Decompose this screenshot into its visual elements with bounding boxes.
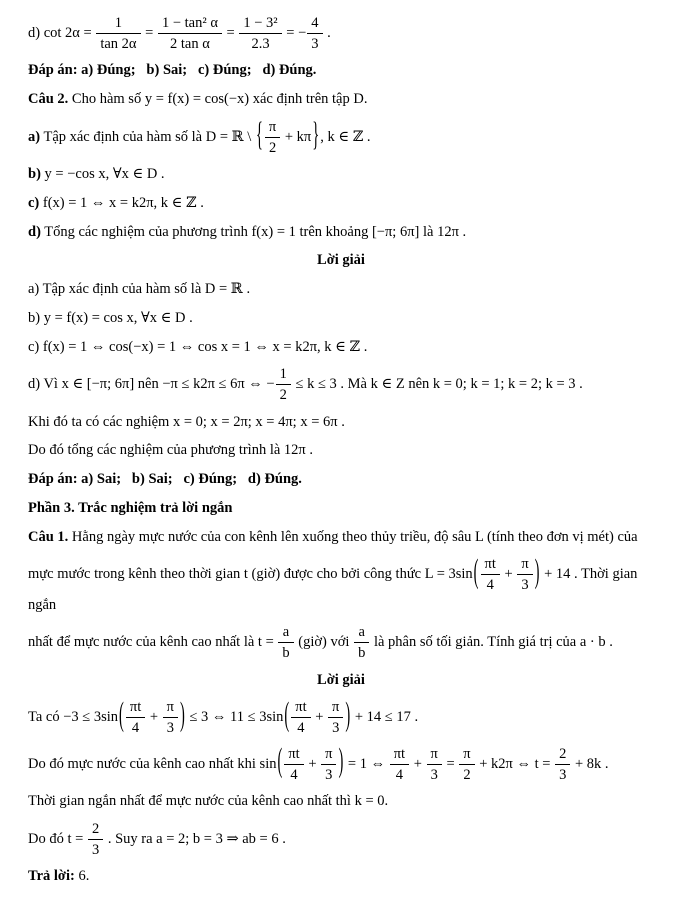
answer-summary-cau-1 [28,60,654,82]
bold-text-run: Lời giải [317,252,365,269]
text-run: là phân số tối giản. Tính giá trị của a · b . [370,634,613,651]
solution-2b [28,308,654,330]
text-run: + [410,755,426,772]
text-run: = [141,24,157,41]
math-fraction [517,555,532,594]
math-fraction [278,623,293,662]
text-run: + 8k . [571,755,609,772]
text-run: f(x) = 1 ⇔ x = k2π, k ∈ ℤ . [39,194,204,211]
big-delimiter: ) [338,743,344,781]
text-run: d) cot 2α = [28,24,96,41]
solution-q1-max-condition [28,745,654,784]
fraction-numerator: πt [291,698,310,718]
text-run: (giờ) với [294,634,354,651]
bold-text-run: Phần 3. Trắc nghiệm trả lời ngắn [28,499,233,516]
solution-2d-roots [28,412,654,434]
fraction-denominator: 4 [297,720,305,737]
bold-text-run: Câu 2. [28,91,69,107]
section-3-heading [28,498,654,520]
fraction-denominator: 3 [91,841,100,858]
text-run: = − [282,24,307,41]
math-fraction [163,698,178,737]
solution-heading-cau-2 [28,250,654,272]
text-run: + [500,566,517,583]
math-fraction [284,745,303,784]
text-run: 6. [74,867,90,884]
text-run: = [222,24,239,41]
big-delimiter: ( [284,697,290,735]
fraction-numerator: π [328,698,343,718]
fraction-denominator: 4 [486,577,494,594]
answer-summary-cau-2 [28,469,654,491]
bold-text-run: Đáp án: a) Sai; b) Sai; c) Đúng; d) Đúng. [28,471,302,487]
big-delimiter: ( [119,697,124,735]
big-delimiter: ) [345,697,351,735]
fraction-denominator: 3 [521,577,529,594]
text-run: . [323,24,331,41]
fraction-denominator: 3 [332,720,340,737]
solution-q1-bounds [28,698,654,737]
math-fraction [265,118,280,157]
solution-2a [28,279,654,301]
bold-text-run: Trả lời: [28,867,75,884]
fraction-denominator: 3 [430,766,438,783]
math-fraction [390,745,409,784]
question-1-line-3 [28,623,654,662]
text-run: Khi đó ta có các nghiệm x = 0; x = 2π; x = 4π; x = 6π . [28,413,345,430]
fraction-denominator: b [282,645,290,662]
text-run: + [311,709,328,726]
math-fraction [291,698,310,737]
text-run: Do đó t = [28,830,87,847]
fraction-numerator: a [278,623,293,643]
bold-text-run: Đáp án: a) Đúng; b) Sai; c) Đúng; d) Đúng. [28,62,317,79]
big-delimiter: { [255,116,263,154]
fraction-numerator: 2 [555,745,570,765]
fraction-denominator: 4 [131,720,140,737]
text-run: . Suy ra a = 2; b = 3 ⇒ ab = 6 . [104,830,286,847]
solution-2c [28,337,654,359]
text-run: Do đó mực nước của kênh cao nhất khi sin [28,755,277,772]
big-delimiter: ) [534,554,540,592]
math-fraction [328,698,343,737]
math-fraction [427,745,442,784]
statement-2d [28,222,654,244]
fraction-numerator: a [354,623,369,643]
bold-text-run: Câu 1. [28,528,69,545]
text-run: + [146,709,162,726]
big-delimiter: ) [180,697,185,735]
text-run: nhất để mực nước của kênh cao nhất là t = [28,634,278,651]
final-answer [28,866,654,888]
math-fraction [126,698,145,737]
statement-2a [28,118,654,157]
big-delimiter: } [312,116,320,154]
fraction-denominator: 4 [290,766,298,783]
fraction-denominator: 2 [279,387,287,404]
big-delimiter: ( [277,743,283,781]
fraction-numerator: 4 [307,14,322,34]
math-fraction [459,745,474,784]
fraction-numerator: πt [126,698,145,718]
fraction-denominator: 2 [268,139,277,156]
fraction-numerator: 1 − tan² α [158,14,222,34]
math-fraction [239,14,281,53]
text-run: Cho hàm số y = f(x) = cos(−x) xác định trên tập D. [68,91,368,107]
math-fraction [321,745,336,784]
text-run: = 1 ⇔ [344,755,389,772]
text-run: + 14 ≤ 17 . [351,709,419,726]
document-body [28,14,654,888]
solution-q1-k-zero [28,791,654,813]
text-run: + kπ [281,128,312,145]
text-run: + 14 . Thời gian ngắn [28,566,642,613]
text-run: c) f(x) = 1 ⇔ cos(−x) = 1 ⇔ cos x = 1 ⇔ x = k2π, k ∈ ℤ . [28,338,368,355]
text-run: Tập xác định của hàm số là D = ℝ \ [40,128,255,145]
bold-text-run: a) [28,128,41,145]
fraction-numerator: 1 − 3² [239,14,281,34]
fraction-denominator: 2 [463,766,471,783]
fraction-numerator: π [321,745,336,765]
fraction-numerator: π [265,118,280,138]
math-fraction [481,555,500,594]
fraction-numerator: 1 [96,14,140,34]
fraction-denominator: b [358,645,366,662]
fraction-numerator: πt [284,745,303,765]
bold-text-run: b) [28,166,41,182]
fraction-numerator: 1 [276,365,291,385]
fraction-numerator: πt [390,745,409,765]
math-fraction [158,14,222,53]
solution-2d-sum [28,440,654,462]
statement-2c [28,193,654,215]
big-delimiter: ( [473,554,479,592]
solution-heading-cau-1-short [28,670,654,692]
text-run: = [442,755,459,772]
fraction-numerator: π [427,745,442,765]
question-1-line-2 [28,555,654,616]
text-run: d) Vì x ∈ [−π; 6π] nên −π ≤ k2π ≤ 6π ⇔ − [28,376,275,393]
fraction-numerator: π [459,745,474,765]
question-2-header [28,89,654,111]
fraction-numerator: πt [481,555,500,575]
fraction-numerator: π [517,555,532,575]
statement-2b [28,164,654,186]
bold-text-run: c) [28,194,40,211]
fraction-denominator: 4 [395,766,404,783]
fraction-denominator: 3 [166,720,174,737]
math-fraction [96,14,140,53]
text-run: ≤ 3 ⇔ 11 ≤ 3sin [185,709,284,726]
text-run: + k2π ⇔ t = [475,755,555,772]
text-run: Thời gian ngắn nhất để mực nước của kênh cao nhất thì k = 0. [28,792,389,809]
fraction-numerator: π [163,698,178,718]
text-run: a) Tập xác định của hàm số là D = ℝ . [28,281,251,297]
text-run: mực mước trong kênh theo thời gian t (giờ) được cho bởi công thức L = 3sin [28,566,473,583]
solution-q1-conclusion [28,820,654,859]
fraction-numerator: 2 [88,820,103,840]
text-run: ≤ k ≤ 3 . Mà k ∈ Z nên k = 0; k = 1; k = 2; k = 3 . [291,376,583,393]
text-run: + [304,755,321,772]
question-1-line-1 [28,527,654,549]
text-run: Do đó tổng các nghiệm của phương trình là 12π . [28,442,313,459]
text-run: Tổng các nghiệm của phương trình f(x) = 1 trên khoảng [−π; 6π] là 12π . [40,223,467,240]
math-fraction [276,365,291,404]
solution-2d [28,365,654,404]
statement-d-cot [28,14,654,53]
math-fraction [555,745,570,784]
fraction-denominator: 2 tan α [170,36,210,53]
text-run: , k ∈ ℤ . [320,128,371,145]
fraction-denominator: tan 2α [100,36,137,53]
math-fraction [88,820,103,859]
bold-text-run: d) [28,223,41,240]
fraction-denominator: 2.3 [251,36,270,53]
text-run: Ta có −3 ≤ 3sin [28,709,119,726]
text-run: Hằng ngày mực nước của con kênh lên xuống theo thủy triều, độ sâu L (tính theo đơn vị mét) của [68,528,638,545]
text-run: y = −cos x, ∀x ∈ D . [40,166,165,182]
text-run: b) y = f(x) = cos x, ∀x ∈ D . [28,309,193,326]
math-fraction [354,623,369,662]
fraction-denominator: 3 [559,766,567,783]
fraction-denominator: 3 [325,766,333,783]
fraction-denominator: 3 [311,36,319,53]
bold-text-run: Lời giải [317,671,365,688]
math-fraction [307,14,322,53]
